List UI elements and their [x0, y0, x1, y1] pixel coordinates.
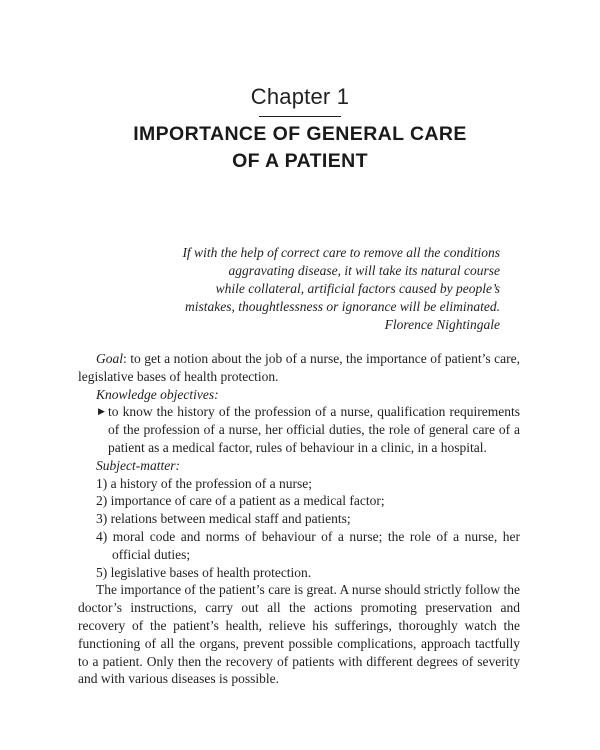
chapter-title-line-2: OF A PATIENT: [232, 150, 368, 172]
goal-paragraph: [78, 350, 520, 386]
triangle-bullet-icon: ▶: [98, 406, 105, 417]
epigraph-author: Florence Nightingale: [384, 317, 500, 332]
subject-heading: Subject-matter:: [96, 457, 180, 473]
knowledge-item: [78, 403, 520, 456]
chapter-title-line-1: IMPORTANCE OF GENERAL CARE: [133, 123, 467, 145]
subject-item: 1) a history of the profession of a nurse;: [96, 475, 312, 491]
subject-item: 5) legislative bases of health protection.: [96, 564, 312, 580]
epigraph-line: If with the help of correct care to remove all the conditions: [182, 245, 500, 260]
subject-item: 2) importance of care of a patient as a medical factor;: [96, 493, 385, 509]
chapter-label: Chapter 1: [250, 84, 350, 109]
subject-item: 3) relations between medical staff and patients;: [96, 511, 351, 527]
epigraph-line: mistakes, thoughtlessness or ignorance will be eliminated.: [185, 299, 500, 314]
epigraph-line: aggravating disease, it will take its natural course: [228, 263, 500, 278]
knowledge-heading: Knowledge objectives:: [96, 386, 219, 402]
final-paragraph: The importance of the patient’s care is great. A nurse should strictly follow the doctor’s instructions, carry out all the actions promoting preservation and recovery of the patient’s health, relieve his sufferings, thoroughly watch the functioning of all the organs, prevent possible complications, approach tactfully to a patient. Only then the recovery of patients with different degrees of severity and with various diseases is possible.: [78, 582, 520, 687]
body-text: [78, 350, 520, 688]
goal-text: : to get a notion about the job of a nurse, the importance of patient’s care, legislative bases of health protection.: [78, 351, 520, 384]
chapter-underline: [259, 116, 341, 117]
knowledge-item-text: to know the history of the profession of a nurse, qualification requirements of the profession of a nurse, her official duties, the role of general care of a patient as a medical factor, rules of behaviour in a clinic, in a hospital.: [108, 404, 520, 455]
subject-item: 4) moral code and norms of behaviour of a nurse; the role of a nurse, her official duties;: [96, 528, 520, 562]
goal-label: Goal: [96, 351, 123, 366]
chapter-title: [0, 121, 600, 175]
epigraph-line: while collateral, artificial factors caused by people’s: [215, 281, 500, 296]
epigraph: [120, 244, 500, 316]
